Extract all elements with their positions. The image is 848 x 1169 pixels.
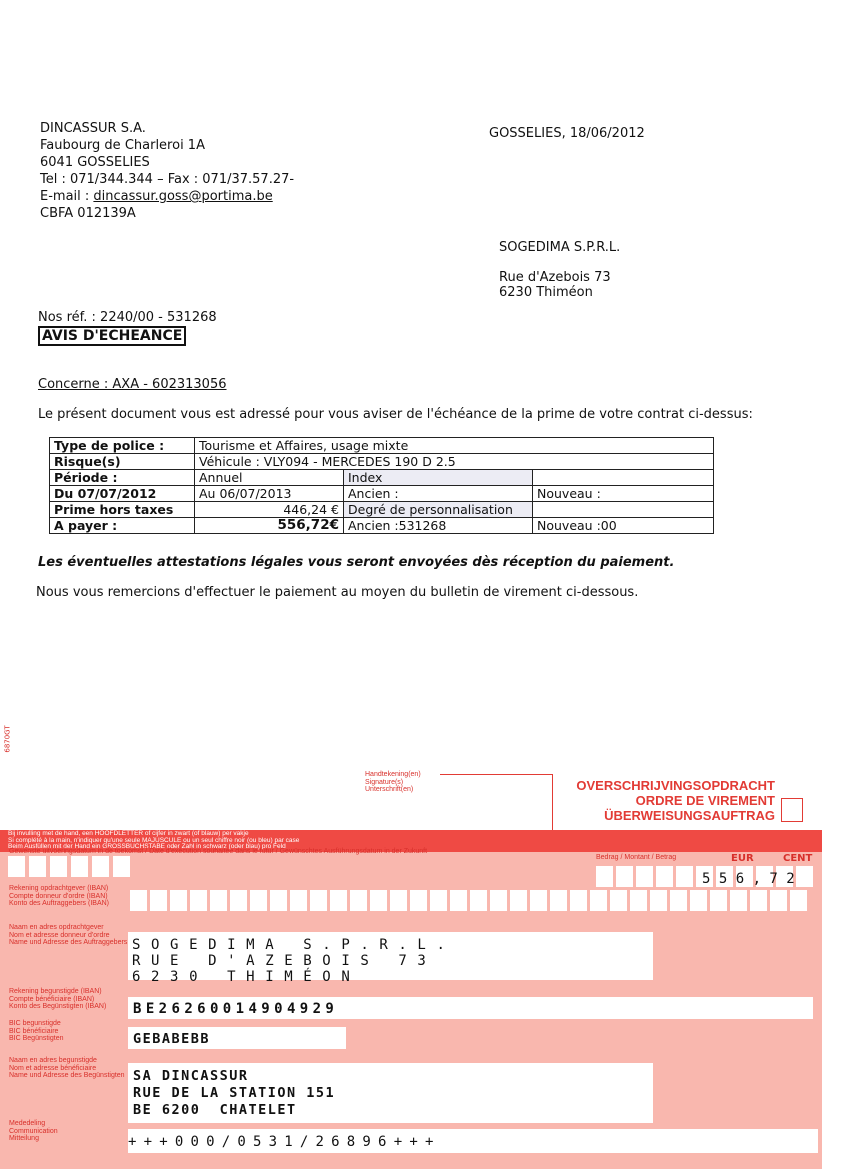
sender-email-link[interactable]: dincassur.goss@portima.be: [93, 189, 273, 204]
policy-table: [49, 437, 714, 534]
benef-line-3: BE 6200 CHATELET: [133, 1102, 297, 1118]
benef-account-label-nl: Rekening begunstigde (IBAN): [9, 988, 102, 995]
sender-block: [40, 120, 294, 222]
sender-name: DINCASSUR S.A.: [40, 121, 146, 136]
payment-slip: [0, 830, 822, 1169]
benef-account-label-de: Konto des Begünstigten (IBAN): [9, 1003, 107, 1010]
risk-label: Risque(s): [50, 454, 195, 470]
type-value: Tourisme et Affaires, usage mixte: [195, 438, 714, 454]
type-label: Type de police :: [50, 438, 195, 454]
sender-street: Faubourg de Charleroi 1A: [40, 138, 205, 153]
signature-label-fr: Signature(s): [365, 778, 404, 786]
bic-label-fr: BIC bénéficiaire: [9, 1027, 59, 1035]
payer-name-label-de: Name und Adresse des Auftraggebers: [9, 939, 128, 946]
nouveau2: Nouveau :00: [533, 518, 714, 534]
place-date: GOSSELIES, 18/06/2012: [489, 126, 645, 141]
pay-value: 556,72€: [195, 518, 344, 534]
from-label: Du 07/07/2012: [50, 486, 195, 502]
recipient-street: Rue d'Azebois 73: [499, 270, 611, 285]
premium-value: 446,24 €: [195, 502, 344, 518]
payer-name-label-nl: Naam en adres opdrachtgever: [9, 924, 104, 931]
period-label: Période :: [50, 470, 195, 486]
cent-label: CENT: [783, 853, 813, 864]
side-code: 6870GT: [3, 725, 12, 753]
eur-label: EUR: [731, 853, 754, 864]
slip-title-de: ÜBERWEISUNGSAUFTRAG: [604, 808, 775, 823]
signature-label-nl: Handtekening(en): [365, 771, 421, 778]
sender-cbfa: CBFA 012139A: [40, 206, 136, 221]
slip-titles: [560, 778, 775, 823]
benef-line-2: RUE DE LA STATION 151: [133, 1085, 336, 1101]
amount-label: Bedrag / Montant / Betrag: [596, 854, 677, 861]
recipient-city: 6230 Thiméon: [499, 285, 593, 300]
intro-text: Le présent document vous est adressé pour vous aviser de l'échéance de la prime de votre contrat ci-dessus:: [38, 407, 753, 422]
payer-line-3: 6230 THIMÉON: [132, 969, 361, 985]
bic-label-nl: BIC begunstigde: [9, 1020, 61, 1027]
sender-email-line: [40, 188, 294, 205]
slip-title-nl: OVERSCHRIJVINGSOPDRACHT: [576, 778, 775, 793]
payer-account-label-nl: Rekening opdrachtgever (IBAN): [9, 885, 109, 892]
premium-label: Prime hors taxes: [50, 502, 195, 518]
payer-account-label-de: Konto des Auftraggebers (IBAN): [9, 900, 109, 907]
ancien2: Ancien :531268: [344, 518, 533, 534]
thanks-text: Nous vous remercions d'effectuer le paiement au moyen du bulletin de virement ci-dessous.: [36, 585, 639, 600]
notice-italic: Les éventuelles attestations légales vous seront envoyées dès réception du paiement.: [38, 555, 675, 570]
period-value: Annuel: [195, 470, 344, 486]
sender-phone: Tel : 071/344.344 – Fax : 071/37.57.27-: [40, 172, 295, 187]
payer-account-label: [9, 885, 109, 908]
exec-date-label: Gewenste uitvoeringsdatum in de toekomst / Date d'exécution souhaitée dans le futur / Gewünschtes Ausführungsdatum in der Zukunft: [9, 848, 428, 855]
amount-typed: 5 5 6 , 7 2: [702, 871, 796, 887]
benef-line-1: SA DINCASSUR: [133, 1068, 249, 1084]
payer-account-label-fr: Compte donneur d'ordre (IBAN): [9, 892, 108, 900]
comm-typed: +++000/0531/26896+++: [128, 1134, 441, 1150]
index-label: Index: [344, 470, 533, 486]
comm-label-nl: Mededeling: [9, 1120, 46, 1127]
comm-label-de: Mitteilung: [9, 1135, 39, 1142]
benef-name-label: [9, 1057, 125, 1080]
signature-label-de: Unterschrift(en): [365, 786, 414, 793]
ancien-label: Ancien :: [344, 486, 533, 502]
payer-account-boxes[interactable]: [130, 890, 807, 911]
benef-name-label-fr: Nom et adresse bénéficiaire: [9, 1064, 97, 1072]
signature-labels: [365, 771, 421, 794]
comm-label: [9, 1120, 58, 1143]
benef-iban: BE26260014904929: [133, 1001, 339, 1017]
recipient-name: SOGEDIMA S.P.R.L.: [499, 240, 621, 255]
signature-divider: [552, 774, 553, 830]
nouveau-label: Nouveau :: [533, 486, 714, 502]
benef-name-label-nl: Naam en adres begunstigde: [9, 1057, 97, 1064]
exec-date-boxes[interactable]: [8, 856, 130, 877]
band-line-nl: Bij invulling met de hand, een HOOFDLETTER of cijfer in zwart (of blauw) per vakje: [8, 830, 249, 837]
doc-title: AVIS D'ECHEANCE: [38, 326, 186, 346]
slip-title-fr: ORDRE DE VIREMENT: [635, 793, 775, 808]
risk-value: Véhicule : VLY094 - MERCEDES 190 D 2.5: [195, 454, 714, 470]
payer-line-1: SOGEDIMA S.P.R.L.: [132, 937, 456, 953]
payer-name-label: [9, 924, 127, 947]
benef-name-label-de: Name und Adresse des Begünstigten: [9, 1072, 125, 1079]
degree-label: Degré de personnalisation: [344, 502, 533, 518]
reference: Nos réf. : 2240/00 - 531268: [38, 310, 217, 325]
email-label: E-mail :: [40, 189, 94, 204]
bic-label: [9, 1020, 63, 1043]
band-line-fr: Si complété à la main, n'indiquer qu'une seule MAJUSCULE ou un seul chiffre noir (ou bleu) par case: [8, 836, 300, 844]
to-value: Au 06/07/2013: [195, 486, 344, 502]
payer-lines: [132, 937, 456, 985]
benef-account-label: [9, 988, 106, 1011]
benef-account-label-fr: Compte bénéficiaire (IBAN): [9, 995, 95, 1003]
payer-line-2: RUE D'AZEBOIS 73: [132, 953, 437, 969]
payer-name-label-fr: Nom et adresse donneur d'ordre: [9, 931, 110, 939]
bic-value: GEBABEBB: [133, 1031, 211, 1047]
signature-line: [440, 774, 552, 775]
bic-label-de: BIC Begünstigten: [9, 1035, 64, 1042]
band-line-de: Beim Ausfüllen mit der Hand ein GROSSBUCHSTABE oder Zahl in schwarz (oder blau) pro Feld: [8, 843, 286, 850]
benef-lines: [133, 1068, 335, 1119]
pay-label: A payer :: [50, 518, 195, 534]
concerne: Concerne : AXA - 602313056: [38, 377, 227, 392]
slip-corner-box: [781, 798, 803, 822]
comm-label-fr: Communication: [9, 1127, 58, 1135]
sender-city: 6041 GOSSELIES: [40, 155, 150, 170]
